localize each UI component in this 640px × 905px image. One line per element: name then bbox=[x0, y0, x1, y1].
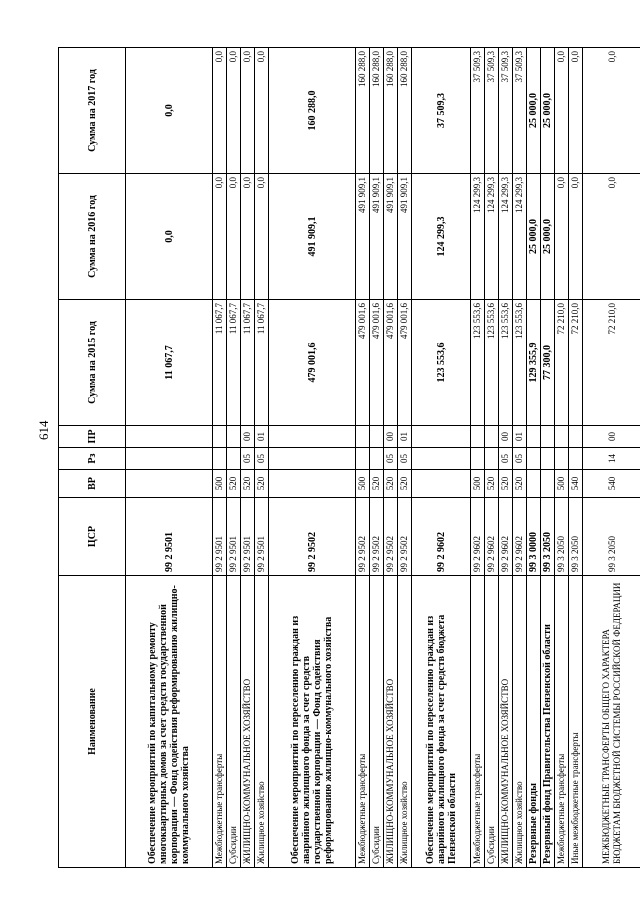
table-row bbox=[126, 48, 213, 868]
cell-sum-2017: 25 000,0 bbox=[527, 48, 541, 174]
header-rz: Рз bbox=[59, 448, 126, 470]
cell-vr bbox=[541, 470, 555, 498]
cell-sum-2017: 160 288,0 bbox=[269, 48, 356, 174]
cell-pr: 01 bbox=[513, 426, 527, 448]
cell-sum-2016: 124 299,3 bbox=[412, 174, 471, 300]
cell-rz: 05 bbox=[513, 448, 527, 470]
table-row bbox=[356, 48, 370, 868]
cell-pr bbox=[370, 426, 384, 448]
cell-sum-2015: 123 553,6 bbox=[513, 300, 527, 426]
cell-csr: 99 2 9502 bbox=[269, 498, 356, 576]
cell-rz bbox=[485, 448, 499, 470]
cell-rz bbox=[471, 448, 485, 470]
cell-vr: 520 bbox=[398, 470, 412, 498]
cell-sum-2016: 0,0 bbox=[213, 174, 227, 300]
cell-sum-2017: 0,0 bbox=[255, 48, 269, 174]
table-header-row bbox=[59, 48, 126, 868]
cell-sum-2017: 0,0 bbox=[569, 48, 583, 174]
cell-rz bbox=[126, 448, 213, 470]
cell-sum-2016: 124 299,3 bbox=[513, 174, 527, 300]
cell-pr bbox=[412, 426, 471, 448]
cell-csr: 99 3 2050 bbox=[583, 498, 640, 576]
cell-sum-2017: 37 509,3 bbox=[499, 48, 513, 174]
cell-pr: 00 bbox=[241, 426, 255, 448]
header-sum-2015: Сумма на 2015 год bbox=[59, 300, 126, 426]
cell-name: Межбюджетные трансферты bbox=[471, 576, 485, 868]
cell-sum-2016: 0,0 bbox=[255, 174, 269, 300]
cell-rz bbox=[269, 448, 356, 470]
cell-vr: 520 bbox=[499, 470, 513, 498]
header-pr: ПР bbox=[59, 426, 126, 448]
cell-sum-2016: 491 909,1 bbox=[269, 174, 356, 300]
cell-name: ЖИЛИЩНО-КОММУНАЛЬНОЕ ХОЗЯЙСТВО bbox=[384, 576, 398, 868]
cell-sum-2016: 491 909,1 bbox=[356, 174, 370, 300]
cell-name: Межбюджетные трансферты bbox=[213, 576, 227, 868]
cell-sum-2017: 160 288,0 bbox=[398, 48, 412, 174]
cell-pr bbox=[126, 426, 213, 448]
cell-sum-2017: 37 509,3 bbox=[513, 48, 527, 174]
table-row bbox=[412, 48, 471, 868]
cell-sum-2015: 123 553,6 bbox=[471, 300, 485, 426]
cell-csr: 99 3 2050 bbox=[555, 498, 569, 576]
cell-sum-2017: 160 288,0 bbox=[384, 48, 398, 174]
cell-sum-2016: 0,0 bbox=[555, 174, 569, 300]
cell-sum-2015: 11 067,7 bbox=[241, 300, 255, 426]
cell-rz: 05 bbox=[255, 448, 269, 470]
table-row bbox=[513, 48, 527, 868]
cell-vr: 520 bbox=[370, 470, 384, 498]
cell-rz: 05 bbox=[384, 448, 398, 470]
cell-sum-2015: 72 210,0 bbox=[583, 300, 640, 426]
cell-sum-2015: 479 001,6 bbox=[370, 300, 384, 426]
cell-rz bbox=[569, 448, 583, 470]
cell-sum-2015: 72 210,0 bbox=[569, 300, 583, 426]
budget-table bbox=[58, 47, 640, 868]
cell-sum-2016: 491 909,1 bbox=[384, 174, 398, 300]
cell-rz: 05 bbox=[398, 448, 412, 470]
cell-csr: 99 3 0000 bbox=[527, 498, 541, 576]
cell-sum-2017: 0,0 bbox=[241, 48, 255, 174]
table-row bbox=[269, 48, 356, 868]
cell-pr: 00 bbox=[583, 426, 640, 448]
cell-csr: 99 2 9502 bbox=[356, 498, 370, 576]
cell-rz bbox=[527, 448, 541, 470]
cell-vr: 500 bbox=[555, 470, 569, 498]
table-row bbox=[485, 48, 499, 868]
cell-rz: 05 bbox=[241, 448, 255, 470]
cell-pr bbox=[541, 426, 555, 448]
cell-sum-2017: 0,0 bbox=[583, 48, 640, 174]
table-row bbox=[527, 48, 541, 868]
cell-pr bbox=[485, 426, 499, 448]
cell-sum-2015: 11 067,7 bbox=[255, 300, 269, 426]
cell-rz bbox=[541, 448, 555, 470]
cell-name: Межбюджетные трансферты bbox=[356, 576, 370, 868]
cell-pr bbox=[213, 426, 227, 448]
cell-name: Межбюджетные трансферты bbox=[555, 576, 569, 868]
cell-sum-2017: 37 509,3 bbox=[485, 48, 499, 174]
cell-pr bbox=[269, 426, 356, 448]
cell-vr: 500 bbox=[356, 470, 370, 498]
cell-sum-2015: 123 553,6 bbox=[499, 300, 513, 426]
cell-name: Обеспечение мероприятий по капитальному ремонту многоквартирных домов за счет средств государственной корпорации — Фонд содействия реформированию жилищно-коммунального хозяйства bbox=[126, 576, 213, 868]
cell-sum-2015: 123 553,6 bbox=[485, 300, 499, 426]
cell-pr bbox=[471, 426, 485, 448]
cell-name: Иные межбюджетные трансферты bbox=[569, 576, 583, 868]
cell-vr: 540 bbox=[583, 470, 640, 498]
cell-sum-2015: 11 067,7 bbox=[227, 300, 241, 426]
cell-vr: 520 bbox=[255, 470, 269, 498]
cell-sum-2015: 72 210,0 bbox=[555, 300, 569, 426]
cell-sum-2015: 77 300,0 bbox=[541, 300, 555, 426]
cell-pr: 00 bbox=[384, 426, 398, 448]
header-sum-2017: Сумма на 2017 год bbox=[59, 48, 126, 174]
table-row bbox=[398, 48, 412, 868]
cell-csr: 99 2 9602 bbox=[499, 498, 513, 576]
cell-name: МЕЖБЮДЖЕТНЫЕ ТРАНСФЕРТЫ ОБЩЕГО ХАРАКТЕРА БЮДЖЕТАМ БЮДЖЕТНОЙ СИСТЕМЫ РОССИЙСКОЙ ФЕДЕРАЦИИ bbox=[583, 576, 640, 868]
cell-sum-2015: 479 001,6 bbox=[269, 300, 356, 426]
cell-csr: 99 2 9501 bbox=[213, 498, 227, 576]
cell-rz: 14 bbox=[583, 448, 640, 470]
cell-name: Субсидии bbox=[485, 576, 499, 868]
cell-sum-2017: 0,0 bbox=[227, 48, 241, 174]
cell-sum-2016: 25 000,0 bbox=[541, 174, 555, 300]
table-row bbox=[555, 48, 569, 868]
cell-sum-2016: 491 909,1 bbox=[370, 174, 384, 300]
cell-sum-2016: 0,0 bbox=[241, 174, 255, 300]
cell-vr: 520 bbox=[384, 470, 398, 498]
cell-csr: 99 2 9501 bbox=[126, 498, 213, 576]
page-number: 614 bbox=[36, 420, 51, 440]
cell-pr bbox=[356, 426, 370, 448]
cell-rz: 05 bbox=[499, 448, 513, 470]
cell-rz bbox=[356, 448, 370, 470]
cell-vr: 520 bbox=[513, 470, 527, 498]
cell-vr: 540 bbox=[569, 470, 583, 498]
cell-sum-2017: 25 000,0 bbox=[541, 48, 555, 174]
cell-pr: 00 bbox=[499, 426, 513, 448]
cell-csr: 99 2 9602 bbox=[471, 498, 485, 576]
cell-rz bbox=[213, 448, 227, 470]
cell-csr: 99 2 9602 bbox=[412, 498, 471, 576]
header-vr: ВР bbox=[59, 470, 126, 498]
cell-sum-2015: 479 001,6 bbox=[398, 300, 412, 426]
cell-sum-2015: 479 001,6 bbox=[384, 300, 398, 426]
cell-rz bbox=[370, 448, 384, 470]
header-sum-2016: Сумма на 2016 год bbox=[59, 174, 126, 300]
cell-sum-2017: 160 288,0 bbox=[370, 48, 384, 174]
cell-csr: 99 3 2050 bbox=[569, 498, 583, 576]
cell-sum-2016: 0,0 bbox=[227, 174, 241, 300]
cell-pr bbox=[227, 426, 241, 448]
cell-csr: 99 2 9502 bbox=[398, 498, 412, 576]
table-row bbox=[227, 48, 241, 868]
cell-sum-2016: 25 000,0 bbox=[527, 174, 541, 300]
table-row bbox=[541, 48, 555, 868]
cell-csr: 99 3 2050 bbox=[541, 498, 555, 576]
cell-sum-2016: 124 299,3 bbox=[471, 174, 485, 300]
cell-csr: 99 2 9502 bbox=[384, 498, 398, 576]
cell-rz bbox=[412, 448, 471, 470]
cell-sum-2016: 0,0 bbox=[569, 174, 583, 300]
cell-vr bbox=[126, 470, 213, 498]
cell-sum-2016: 0,0 bbox=[126, 174, 213, 300]
cell-csr: 99 2 9501 bbox=[227, 498, 241, 576]
header-name: Наименование bbox=[59, 576, 126, 868]
cell-sum-2017: 0,0 bbox=[555, 48, 569, 174]
cell-name: Обеспечение мероприятий по переселению граждан из аварийного жилищного фонда за счет средств бюджета Пензенской области bbox=[412, 576, 471, 868]
cell-csr: 99 2 9602 bbox=[485, 498, 499, 576]
cell-csr: 99 2 9501 bbox=[255, 498, 269, 576]
cell-name: ЖИЛИЩНО-КОММУНАЛЬНОЕ ХОЗЯЙСТВО bbox=[499, 576, 513, 868]
cell-name: Жилищное хозяйство bbox=[513, 576, 527, 868]
table-row bbox=[471, 48, 485, 868]
table-row bbox=[241, 48, 255, 868]
cell-name: ЖИЛИЩНО-КОММУНАЛЬНОЕ ХОЗЯЙСТВО bbox=[241, 576, 255, 868]
table-body bbox=[126, 48, 640, 868]
cell-vr bbox=[269, 470, 356, 498]
cell-name: Обеспечение мероприятий по переселению граждан из аварийного жилищного фонда за счет средств государственной корпорации — Фонд содействия реформированию жилищно-коммунального хозяйства bbox=[269, 576, 356, 868]
cell-vr: 520 bbox=[485, 470, 499, 498]
cell-sum-2016: 0,0 bbox=[583, 174, 640, 300]
cell-sum-2017: 37 509,3 bbox=[412, 48, 471, 174]
cell-sum-2015: 479 001,6 bbox=[356, 300, 370, 426]
cell-vr: 500 bbox=[213, 470, 227, 498]
cell-vr bbox=[412, 470, 471, 498]
header-csr: ЦСР bbox=[59, 498, 126, 576]
cell-sum-2016: 124 299,3 bbox=[485, 174, 499, 300]
rotated-table-container bbox=[58, 48, 622, 868]
cell-sum-2017: 160 288,0 bbox=[356, 48, 370, 174]
cell-vr: 520 bbox=[227, 470, 241, 498]
cell-name: Жилищное хозяйство bbox=[398, 576, 412, 868]
cell-sum-2017: 37 509,3 bbox=[471, 48, 485, 174]
cell-vr bbox=[527, 470, 541, 498]
cell-name: Субсидии bbox=[227, 576, 241, 868]
cell-sum-2015: 11 067,7 bbox=[126, 300, 213, 426]
table-row bbox=[255, 48, 269, 868]
table-row bbox=[213, 48, 227, 868]
cell-pr bbox=[555, 426, 569, 448]
cell-name: Резервные фонды bbox=[527, 576, 541, 868]
cell-csr: 99 2 9502 bbox=[370, 498, 384, 576]
cell-sum-2015: 11 067,7 bbox=[213, 300, 227, 426]
cell-pr bbox=[527, 426, 541, 448]
cell-rz bbox=[227, 448, 241, 470]
cell-pr: 01 bbox=[398, 426, 412, 448]
cell-sum-2015: 123 553,6 bbox=[412, 300, 471, 426]
table-row bbox=[499, 48, 513, 868]
table-row bbox=[370, 48, 384, 868]
cell-pr: 01 bbox=[255, 426, 269, 448]
table-row bbox=[569, 48, 583, 868]
cell-sum-2017: 0,0 bbox=[213, 48, 227, 174]
cell-sum-2016: 491 909,1 bbox=[398, 174, 412, 300]
cell-vr: 500 bbox=[471, 470, 485, 498]
cell-csr: 99 2 9602 bbox=[513, 498, 527, 576]
cell-sum-2015: 129 355,9 bbox=[527, 300, 541, 426]
cell-name: Резервный фонд Правительства Пензенской области bbox=[541, 576, 555, 868]
table-row bbox=[583, 48, 640, 868]
cell-name: Субсидии bbox=[370, 576, 384, 868]
table-row bbox=[384, 48, 398, 868]
cell-sum-2017: 0,0 bbox=[126, 48, 213, 174]
cell-sum-2016: 124 299,3 bbox=[499, 174, 513, 300]
cell-pr bbox=[569, 426, 583, 448]
cell-name: Жилищное хозяйство bbox=[255, 576, 269, 868]
cell-vr: 520 bbox=[241, 470, 255, 498]
cell-csr: 99 2 9501 bbox=[241, 498, 255, 576]
cell-rz bbox=[555, 448, 569, 470]
